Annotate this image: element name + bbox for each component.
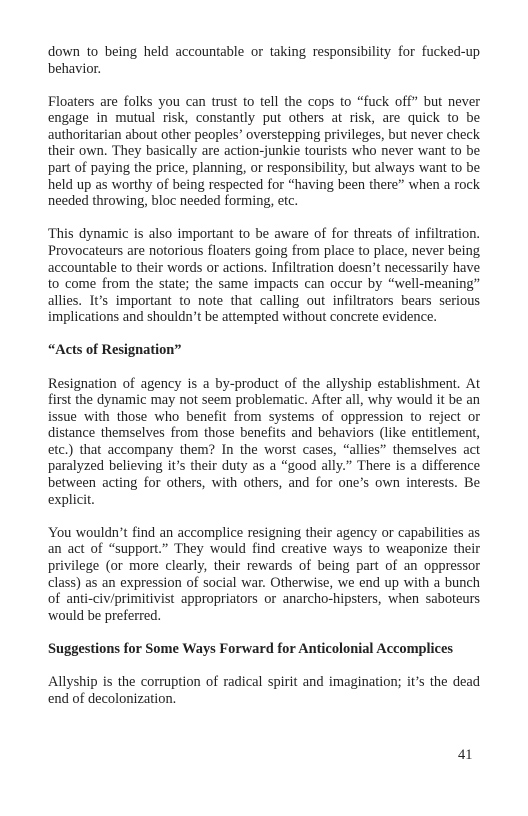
paragraph-2: Floaters are folks you can trust to tell the cops to “fuck off” but never engage in mutual risk, constantly put others at risk, are quick to be authoritarian about other peoples’ overstepping privileges, but never check their own. They basically are action-junkie tourists who never want to be part of paying the price, planning, or responsibility, but always want to be held up as worthy of being respected for “having been there” when a rock needed throwing, bloc needed forming, etc. bbox=[48, 93, 480, 210]
paragraph-4: Resignation of agency is a by-product of the allyship establishment. At first the dynamic may not seem problematic. After all, why would it be an issue with those who benefit from systems of oppression to reject or distance themselves from those benefits and behaviors (like entitlement, etc.) that accompany them? In the worst cases, “allies” themselves act paralyzed believing it’s their duty as a “good ally.” There is a difference between acting for others, with others, and for one’s own interests. Be explicit. bbox=[48, 375, 480, 508]
paragraph-6: Allyship is the corruption of radical spirit and imagination; it’s the dead end of decolonization. bbox=[48, 673, 480, 707]
paragraph-5: You wouldn’t find an accomplice resigning their agency or capabilities as an act of “support.” They would find creative ways to weaponize their privilege (or more clearly, their rewards of being part of an oppressor class) as an expression of social war. Otherwise, we end up with a bunch of anti-civ/primitivist appropriators or anarcho-hipsters, when saboteurs would be preferred. bbox=[48, 524, 480, 624]
paragraph-1: down to being held accountable or taking responsibility for fucked-up behavior. bbox=[48, 44, 480, 77]
page-body bbox=[48, 44, 480, 724]
paragraph-3: This dynamic is also important to be aware of for threats of infiltration. Provocateurs are notorious floaters going from place to place, never being accountable to their words or actions. Infiltration doesn’t necessarily have to come from the state; the same impacts can occur by “well-meaning” allies. It’s important to note that calling out infiltrators bears serious implications and shouldn’t be attempted without concrete evidence. bbox=[48, 226, 480, 326]
page-number: 41 bbox=[458, 747, 473, 763]
section-heading-acts-of-resignation: “Acts of Resignation” bbox=[48, 342, 182, 359]
section-heading-suggestions: Suggestions for Some Ways Forward for Anticolonial Accomplices bbox=[48, 640, 453, 657]
